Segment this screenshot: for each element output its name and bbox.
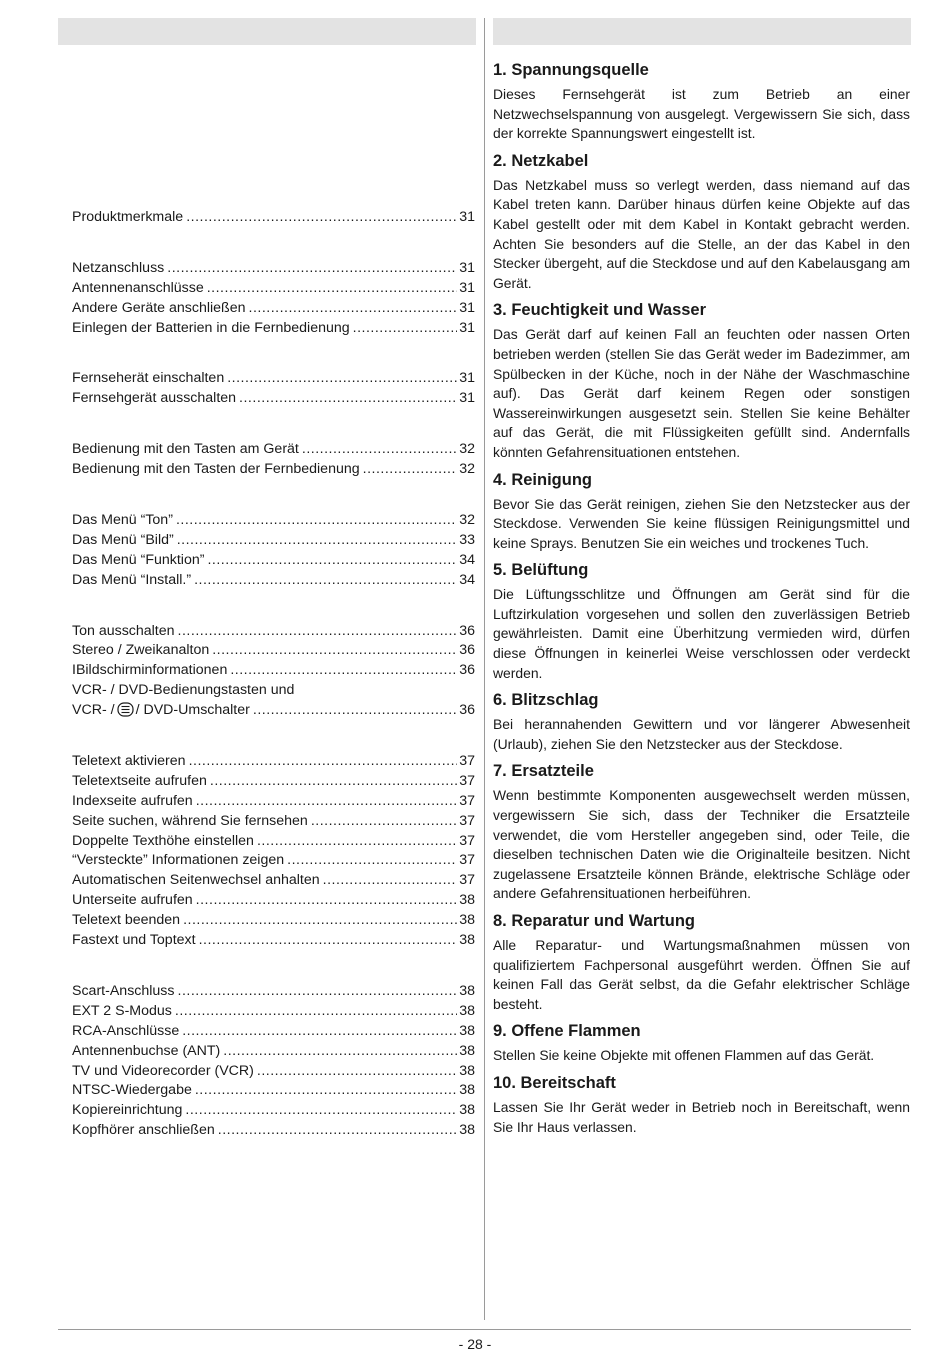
toc-entry: [72, 812, 475, 832]
toc-leader-dots: [176, 511, 457, 531]
section-heading: 6. Blitzschlag: [493, 691, 599, 710]
toc-leader-dots: [230, 661, 457, 681]
toc-leader-dots: [218, 1121, 457, 1141]
section-text: Das Gerät darf auf keinen Fall an feuchten oder nassen Orten betrieben werden (stellen Sie das Gerät weder im Badezimmer, am Spülbecken in der Küche, noch in der Nähe der Waschmaschine auf). Das Gerät darf keinem Regen oder sonstigen Wassereinwirkungen ausgesetzt sein. Stellen Sie keine Behälter auf das Gerät, die mit Flüssigkeiten gefüllt sind. Andernfalls könnten Gefahrensituationen entstehen.: [493, 326, 910, 460]
toc-entry-label: [72, 701, 250, 721]
toc-entry-label: Produktmerkmale: [72, 209, 184, 225]
toc-entry-label: “Versteckte” Informationen zeigen: [72, 852, 285, 869]
toc-entry-label-part: / DVD-Umschalter: [135, 702, 250, 719]
safety-section: [493, 1072, 910, 1137]
toc-entry: [72, 641, 475, 661]
toc-entry-label: Kopiereinrichtung: [72, 1102, 183, 1119]
toc-entry: [72, 279, 475, 299]
toc-entry-page: 38: [459, 932, 475, 949]
toc-entry: [72, 511, 475, 531]
toc-entry-page: 38: [459, 982, 475, 999]
toc-leader-dots: [183, 911, 457, 931]
toc-entry-page: 31: [459, 259, 475, 276]
toc-entry-page: 31: [459, 209, 475, 225]
toc-entry-label: Fastext und Toptext: [72, 932, 196, 949]
section-heading: 1. Spannungsquelle: [493, 61, 649, 79]
toc-entry-label: Netzanschluss: [72, 259, 165, 276]
toc-leader-dots: [207, 551, 457, 571]
toc-entry-page: 31: [459, 299, 475, 316]
safety-section: [493, 760, 910, 904]
toc-entry: [72, 259, 475, 279]
toc-leader-dots: [196, 792, 458, 812]
toc-leader-dots: [194, 571, 457, 591]
column-divider: [484, 18, 485, 1320]
toc-entry: [72, 661, 475, 681]
toc-entry-label: Antennenbuchse (ANT): [72, 1042, 221, 1059]
toc-entry-label: EXT 2 S-Modus: [72, 1002, 172, 1019]
toc-entry: [72, 1022, 475, 1042]
toc-entry-page: 38: [459, 1122, 475, 1139]
toc-entry: [72, 551, 475, 571]
section-text: Lassen Sie Ihr Gerät weder in Betrieb noch in Bereitschaft, wenn Sie Ihr Haus verlassen.: [493, 1098, 910, 1135]
toc-entry-label: Stereo / Zweikanalton: [72, 642, 210, 659]
toc-entry-label: Automatischen Seitenwechsel anhalten: [72, 872, 320, 889]
safety-section: [493, 1020, 910, 1066]
toc-entry-label: Ton ausschalten: [72, 622, 175, 639]
toc-group: [72, 208, 475, 228]
toc-entry-label: Scart-Anschluss: [72, 982, 175, 999]
toc-entry-label: Seite suchen, während Sie fernsehen: [72, 812, 308, 829]
toc-entry-page: 38: [459, 1042, 475, 1059]
toc-leader-dots: [212, 641, 457, 661]
toc-leader-dots: [257, 832, 457, 852]
section-heading: 10. Bereitschaft: [493, 1073, 616, 1092]
toc-entry-page: 31: [459, 279, 475, 296]
toc-leader-dots: [196, 891, 458, 911]
toc-entry-page: 31: [459, 390, 475, 407]
toc-leader-dots: [210, 772, 457, 792]
toc-entry-label: Fernseherät einschalten: [72, 370, 225, 387]
toc-entry: [72, 299, 475, 319]
toc-entry: [72, 982, 475, 1002]
teletext-remote-button-icon: [117, 702, 134, 717]
toc-entry-page: 36: [459, 622, 475, 639]
toc-group: [72, 752, 475, 951]
toc-entry-page: 31: [459, 370, 475, 387]
toc-group: [72, 622, 475, 721]
toc-entry-page: 38: [459, 912, 475, 929]
toc-entry-label: Das Menü “Install.”: [72, 571, 192, 588]
toc-entry-page: 38: [459, 1062, 475, 1079]
toc-entry-label: Fernsehgerät ausschalten: [72, 390, 237, 407]
toc-entry-page: 38: [459, 1082, 475, 1099]
toc-entry-label-part: VCR- /: [72, 702, 115, 719]
toc-entry-page: 37: [459, 753, 475, 770]
toc-entry-label: Kopfhörer anschließen: [72, 1122, 215, 1139]
toc-entry: [72, 319, 475, 339]
section-heading: 9. Offene Flammen: [493, 1022, 641, 1041]
toc-entry-label: Das Menü “Ton”: [72, 512, 173, 529]
toc-entry-label: Teletextseite aufrufen: [72, 772, 207, 789]
toc-group: [72, 440, 475, 480]
toc-entry-label: VCR- / DVD-Bedienungstasten und: [72, 682, 295, 699]
toc-entry: [72, 792, 475, 812]
toc-leader-dots: [363, 460, 458, 480]
section-heading: 5. Belüftung: [493, 561, 589, 580]
toc-entry: [72, 369, 475, 389]
toc-entry: [72, 1002, 475, 1022]
toc-leader-dots: [177, 531, 458, 551]
toc-entry: [72, 1081, 475, 1101]
toc-entry-label: Antennenanschlüsse: [72, 279, 204, 296]
toc-entry: [72, 1042, 475, 1062]
toc-entry: [72, 752, 475, 772]
toc-leader-dots: [253, 701, 457, 721]
toc-entry: [72, 1121, 475, 1141]
toc-entry-label: NTSC-Wiedergabe: [72, 1082, 192, 1099]
toc-entry-page: 38: [459, 1022, 475, 1039]
toc-leader-dots: [175, 1002, 457, 1022]
toc-leader-dots: [302, 440, 457, 460]
section-text: Bei herannahenden Gewittern und vor längerer Abwesenheit (Urlaub), ziehen Sie den Netzstecker aus der Steckdose.: [493, 716, 910, 752]
toc-entry-page: 37: [459, 852, 475, 869]
toc-entry: [72, 440, 475, 460]
toc-leader-dots: [353, 319, 458, 339]
safety-section: [493, 150, 910, 294]
toc-leader-dots: [223, 1042, 457, 1062]
toc-entry-page: 37: [459, 772, 475, 789]
toc-entry-page: 37: [459, 832, 475, 849]
toc-group: [72, 511, 475, 591]
toc-entry-page: 36: [459, 642, 475, 659]
section-heading: 7. Ersatzteile: [493, 762, 594, 781]
toc-leader-dots: [249, 299, 458, 319]
toc-entry: [72, 1062, 475, 1082]
toc-entry: [72, 701, 475, 721]
toc-group: [72, 259, 475, 339]
toc-entry: [72, 571, 475, 591]
safety-section: [493, 59, 910, 144]
toc-leader-dots: [311, 812, 457, 832]
section-text: Wenn bestimmte Komponenten ausgewechselt werden müssen, vergewissern Sie sich, dass der Techniker die Ersatzteile verwendet, die vom Hersteller angegeben sind, oder Teile, die dieselben technischen Daten wie die Originalteile besitzen. Nicht zugelassene Ersatzteile können Brände, elektrische Schläge oder andere Gefahrensituationen herbeiführen.: [493, 787, 910, 902]
toc-entry-label: Bedienung mit den Tasten am Gerät: [72, 441, 299, 458]
toc-leader-dots: [207, 279, 457, 299]
toc-entry: [72, 931, 475, 951]
toc-entry: [72, 911, 475, 931]
toc-entry-label: Doppelte Texthöhe einstellen: [72, 832, 254, 849]
toc-leader-dots: [182, 1022, 457, 1042]
toc-entry-page: 36: [459, 702, 475, 719]
toc-entry-page: 37: [459, 872, 475, 889]
toc-entry: [72, 622, 475, 642]
right-header-bar: [493, 18, 911, 45]
toc-entry-page: 32: [459, 441, 475, 458]
section-text: Alle Reparatur- und Wartungsmaßnahmen müssen von qualifiziertem Fachpersonal ausgeführt werden. Öffnen Sie auf keinen Fall das Gerät selbst, da die Gefahr elektrischer Schläge besteht.: [493, 937, 910, 1012]
toc-entry-label: Teletext beenden: [72, 912, 181, 929]
toc-entry-page: 34: [459, 571, 475, 588]
toc-leader-dots: [195, 1081, 457, 1101]
toc-leader-dots: [199, 931, 458, 951]
toc-entry-label: Unterseite aufrufen: [72, 892, 193, 909]
section-text: Dieses Fernsehgerät ist zum Betrieb an einer Netzwechselspannung von ausgelegt. Vergewissern Sie sich, dass der korrekte Spannungswert eingestellt ist.: [493, 86, 910, 142]
left-header-bar: [58, 18, 476, 45]
toc-leader-dots: [287, 851, 457, 871]
toc-entry-page: 31: [459, 319, 475, 336]
toc-entry: [72, 531, 475, 551]
toc-group: [72, 369, 475, 409]
toc-leader-dots: [186, 208, 457, 228]
toc-entry-page: 32: [459, 512, 475, 529]
toc-entry: [72, 832, 475, 852]
toc-entry-label: RCA-Anschlüsse: [72, 1022, 180, 1039]
toc-entry-label: Das Menü “Funktion”: [72, 551, 205, 568]
toc-entry-label: Andere Geräte anschließen: [72, 299, 246, 316]
toc-leader-dots: [227, 369, 457, 389]
toc-group: [72, 982, 475, 1141]
safety-section: [493, 559, 910, 683]
section-heading: 4. Reinigung: [493, 470, 592, 489]
page-number: - 28 -: [458, 1336, 492, 1352]
toc-entry: [72, 1101, 475, 1121]
toc-entry: [72, 772, 475, 792]
section-text: Stellen Sie keine Objekte mit offenen Flammen auf das Gerät.: [493, 1047, 875, 1064]
toc-entry: [72, 891, 475, 911]
section-heading: 8. Reparatur und Wartung: [493, 912, 695, 930]
toc-entry-page: 34: [459, 551, 475, 568]
section-text: Bevor Sie das Gerät reinigen, ziehen Sie den Netzstecker aus der Steckdose. Verwenden Sie keine flüssigen Reinigungsmittel und keine Sprays. Benutzen Sie ein weiches und trockenes Tuch.: [493, 495, 910, 551]
safety-section: [493, 299, 910, 462]
toc-entry: [72, 871, 475, 891]
toc-entry: [72, 208, 475, 228]
toc-leader-dots: [239, 389, 457, 409]
section-heading: 2. Netzkabel: [493, 151, 589, 170]
toc-leader-dots: [185, 1101, 457, 1121]
safety-section: [493, 910, 910, 1014]
toc-entry-page: 38: [459, 1002, 475, 1019]
toc-entry: [72, 851, 475, 871]
toc-entry-page: 37: [459, 812, 475, 829]
toc-entry-page: 33: [459, 531, 475, 548]
toc-entry-label: Teletext aktivieren: [72, 753, 186, 770]
toc-entry-page: 38: [459, 892, 475, 909]
safety-instructions: [493, 59, 910, 1143]
safety-section: [493, 469, 910, 554]
toc-entry-page: 36: [459, 662, 475, 679]
section-text: Die Lüftungsschlitze und Öffnungen am Gerät sind für die Luftzirkulation vorgesehen und sollen den zuverlässigen Betrieb gewährleisten. Damit eine Überhitzung vermieden wird, dürfen diese Öffnungen in keinerlei Weise verschlossen oder verdeckt werden.: [493, 586, 910, 681]
toc-entry-label: Indexseite aufrufen: [72, 792, 193, 809]
toc-leader-dots: [167, 259, 457, 279]
toc-leader-dots: [178, 982, 458, 1002]
toc-leader-dots: [323, 871, 458, 891]
section-heading: 3. Feuchtigkeit und Wasser: [493, 301, 707, 320]
safety-section: [493, 689, 910, 754]
toc-entry-page: 37: [459, 792, 475, 809]
toc-entry-label: Einlegen der Batterien in die Fernbedienung: [72, 319, 350, 336]
toc-leader-dots: [257, 1062, 457, 1082]
toc-entry-label: Bedienung mit den Tasten der Fernbedienung: [72, 461, 360, 478]
toc-entry-page: 38: [459, 1102, 475, 1119]
toc-entry-label: TV und Videorecorder (VCR): [72, 1062, 254, 1079]
footer-rule: [58, 1329, 911, 1330]
toc-leader-dots: [189, 752, 458, 772]
section-text: Das Netzkabel muss so verlegt werden, dass niemand auf das Kabel treten kann. Darüber hinaus dürfen keine Objekte auf das Kabel gestellt oder mit dem Kabel in Kontakt gebracht werden. Achten Sie besonders auf die Stelle, an der das Kabel in den Stecker übergeht, auf die Steckdose und auf den Kabelausgang am Gerät.: [493, 176, 911, 291]
toc-entry: [72, 389, 475, 409]
table-of-contents: [72, 208, 475, 1172]
toc-entry-label: IBildschirminformationen: [72, 662, 228, 679]
toc-entry-label: Das Menü “Bild”: [72, 531, 174, 548]
toc-entry: [72, 460, 475, 480]
toc-entry-page: 32: [459, 461, 475, 478]
toc-leader-dots: [178, 622, 458, 642]
